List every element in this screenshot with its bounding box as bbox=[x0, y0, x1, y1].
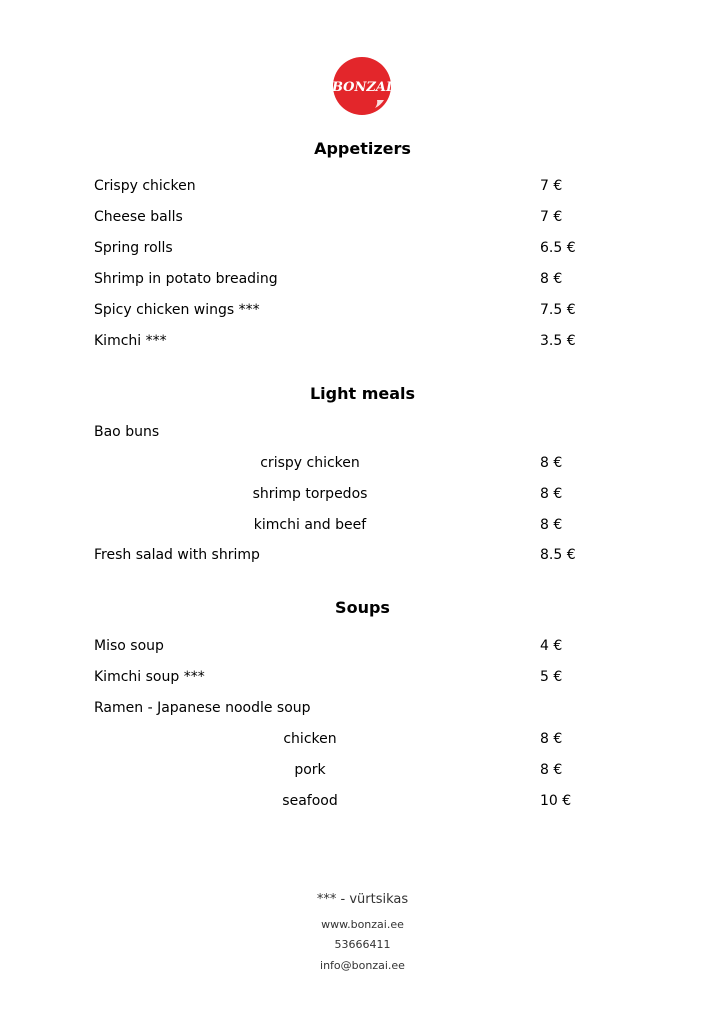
menu-item bbox=[94, 545, 594, 565]
item-name: Crispy chicken bbox=[94, 178, 196, 194]
menu-subitem bbox=[94, 791, 594, 811]
item-name: Cheese balls bbox=[94, 209, 183, 225]
svg-text:BONZAI: BONZAI bbox=[332, 80, 392, 95]
item-name: Ramen - Japanese noodle soup bbox=[94, 700, 311, 716]
website-link[interactable]: www.bonzai.ee bbox=[321, 918, 404, 931]
item-price: 7.5 € bbox=[540, 302, 576, 318]
logo-circle-icon bbox=[332, 56, 392, 116]
item-price: 6.5 € bbox=[540, 240, 576, 256]
item-name: Fresh salad with shrimp bbox=[94, 547, 260, 563]
menu-item bbox=[94, 207, 594, 227]
email-link[interactable]: info@bonzai.ee bbox=[320, 959, 405, 972]
item-price: 8 € bbox=[540, 762, 563, 778]
menu-item bbox=[94, 176, 594, 196]
item-name: Bao buns bbox=[94, 424, 160, 440]
menu-subitem bbox=[94, 453, 594, 473]
section-title-light-meals: Light meals bbox=[309, 384, 416, 403]
item-name: pork bbox=[294, 762, 326, 778]
item-price: 7 € bbox=[540, 178, 563, 194]
menu-item bbox=[94, 269, 594, 289]
item-price: 5 € bbox=[540, 669, 563, 685]
menu-item bbox=[94, 422, 594, 442]
item-price: 8 € bbox=[540, 271, 563, 287]
item-name: seafood bbox=[282, 793, 338, 809]
section-title-appetizers: Appetizers bbox=[314, 139, 411, 158]
section-title-soups: Soups bbox=[335, 598, 390, 617]
menu-subitem bbox=[94, 484, 594, 504]
menu-subitem bbox=[94, 760, 594, 780]
phone-number: 53666411 bbox=[334, 938, 391, 951]
item-name: Spicy chicken wings *** bbox=[94, 302, 260, 318]
item-price: 4 € bbox=[540, 638, 563, 654]
menu-subitem bbox=[94, 515, 594, 535]
item-price: 10 € bbox=[540, 793, 572, 809]
bonzai-logo bbox=[332, 56, 392, 116]
menu-subitem bbox=[94, 729, 594, 749]
item-name: kimchi and beef bbox=[253, 517, 367, 533]
item-price: 8 € bbox=[540, 455, 563, 471]
menu-item bbox=[94, 636, 594, 656]
item-name: chicken bbox=[283, 731, 337, 747]
item-price: 3.5 € bbox=[540, 333, 576, 349]
spicy-legend: *** - vürtsikas bbox=[316, 892, 409, 907]
item-name: Kimchi *** bbox=[94, 333, 167, 349]
item-price: 7 € bbox=[540, 209, 563, 225]
item-name: Miso soup bbox=[94, 638, 164, 654]
menu-item bbox=[94, 300, 594, 320]
menu-item bbox=[94, 698, 594, 718]
item-name: Kimchi soup *** bbox=[94, 669, 205, 685]
item-name: crispy chicken bbox=[260, 455, 360, 471]
item-name: shrimp torpedos bbox=[252, 486, 368, 502]
item-price: 8 € bbox=[540, 517, 563, 533]
item-name: Spring rolls bbox=[94, 240, 173, 256]
menu-item bbox=[94, 331, 594, 351]
item-price: 8 € bbox=[540, 731, 563, 747]
item-price: 8.5 € bbox=[540, 547, 576, 563]
item-price: 8 € bbox=[540, 486, 563, 502]
item-name: Shrimp in potato breading bbox=[94, 271, 278, 287]
menu-item bbox=[94, 238, 594, 258]
menu-item bbox=[94, 667, 594, 687]
